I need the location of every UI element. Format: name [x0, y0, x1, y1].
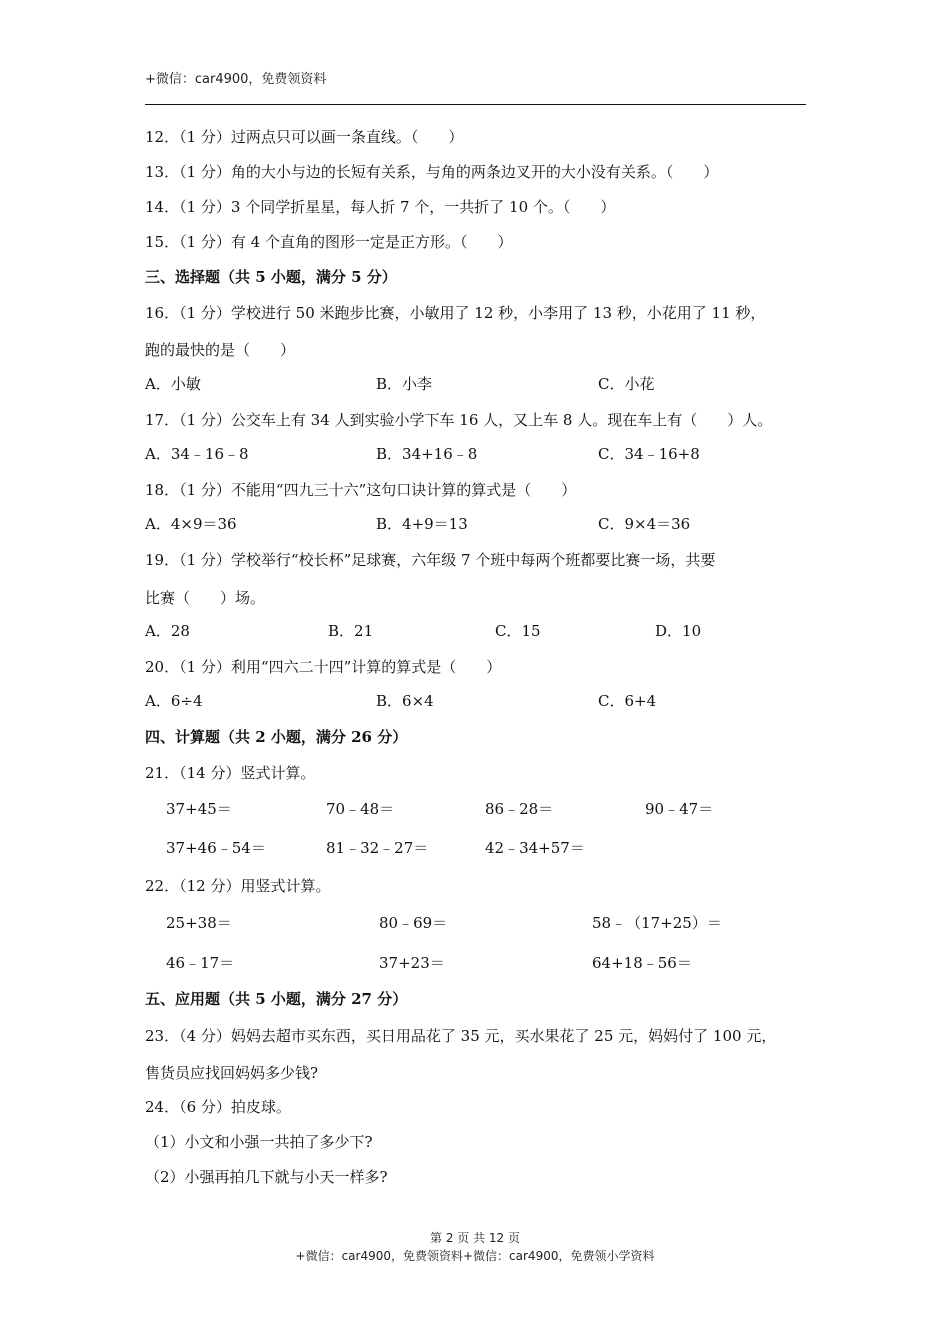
q21-expr-4: 90﹣47＝	[645, 800, 714, 818]
question-13: 13．（1 分）角的大小与边的长短有关系，与角的两条边叉开的大小没有关系。（ ）	[145, 163, 719, 181]
q19-option-d: D．10	[655, 622, 702, 640]
question-22: 22．（12 分）用竖式计算。	[145, 877, 331, 895]
q21-expr-7: 42﹣34+57＝	[485, 839, 585, 857]
question-24-sub1: （1）小文和小强一共拍了多少下?	[145, 1133, 373, 1151]
section-4-title: 四、计算题（共 2 小题，满分 26 分）	[145, 728, 408, 746]
question-24: 24．（6 分）拍皮球。	[145, 1098, 291, 1116]
q22-expr-4: 46﹣17＝	[166, 954, 235, 972]
q17-option-b: B．34+16﹣8	[376, 445, 478, 463]
question-24-sub2: （2）小强再拍几下就与小天一样多?	[145, 1168, 388, 1186]
question-18: 18．（1 分）不能用“四九三十六”这句口诀计算的算式是（ ）	[145, 481, 577, 499]
question-16-line2: 跑的最快的是（ ）	[145, 341, 296, 359]
q21-expr-1: 37+45＝	[166, 800, 232, 818]
q16-option-b: B．小李	[376, 375, 433, 393]
q21-expr-5: 37+46﹣54＝	[166, 839, 266, 857]
question-19-line2: 比赛（ ）场。	[145, 589, 266, 607]
q20-option-a: A．6÷4	[145, 692, 203, 710]
q22-expr-3: 58﹣（17+25）＝	[592, 914, 722, 932]
q19-option-b: B．21	[328, 622, 374, 640]
question-21: 21．（14 分）竖式计算。	[145, 764, 316, 782]
q18-option-c: C．9×4＝36	[598, 515, 691, 533]
question-15: 15．（1 分）有 4 个直角的图形一定是正方形。（ ）	[145, 233, 513, 251]
q21-expr-3: 86﹣28＝	[485, 800, 554, 818]
question-19-line1: 19．（1 分）学校举行“校长杯”足球赛，六年级 7 个班中每两个班都要比赛一场，共要	[145, 551, 716, 569]
q19-option-c: C．15	[495, 622, 541, 640]
q16-option-c: C．小花	[598, 375, 655, 393]
question-20: 20．（1 分）利用“四六二十四”计算的算式是（ ）	[145, 658, 502, 676]
q22-expr-5: 37+23＝	[379, 954, 445, 972]
q16-option-a: A．小敏	[145, 375, 201, 393]
q21-expr-2: 70﹣48＝	[326, 800, 395, 818]
q19-option-a: A．28	[145, 622, 190, 640]
header-watermark: +微信：car4900，免费领资料	[145, 72, 327, 87]
q22-expr-2: 80﹣69＝	[379, 914, 448, 932]
q18-option-a: A．4×9＝36	[145, 515, 237, 533]
q22-expr-1: 25+38＝	[166, 914, 232, 932]
q21-expr-6: 81﹣32﹣27＝	[326, 839, 429, 857]
q20-option-c: C．6+4	[598, 692, 657, 710]
q17-option-a: A．34﹣16﹣8	[145, 445, 249, 463]
section-5-title: 五、应用题（共 5 小题，满分 27 分）	[145, 990, 408, 1008]
question-23-line1: 23．（4 分）妈妈去超市买东西，买日用品花了 35 元，买水果花了 25 元，妈妈付了 100 元，	[145, 1027, 777, 1045]
question-23-line2: 售货员应找回妈妈多少钱?	[145, 1064, 319, 1082]
footer-watermark: +微信：car4900，免费领资料+微信：car4900，免费领小学资料	[295, 1249, 655, 1263]
q22-expr-6: 64+18﹣56＝	[592, 954, 692, 972]
question-17: 17．（1 分）公交车上有 34 人到实验小学下车 16 人，又上车 8 人。现在车上有（ ）人。	[145, 411, 773, 429]
q17-option-c: C．34﹣16+8	[598, 445, 700, 463]
question-16-line1: 16．（1 分）学校进行 50 米跑步比赛，小敏用了 12 秒，小李用了 13 秒，小花用了 11 秒，	[145, 304, 766, 322]
section-3-title: 三、选择题（共 5 小题，满分 5 分）	[145, 268, 397, 286]
q18-option-b: B．4+9＝13	[376, 515, 468, 533]
q20-option-b: B．6×4	[376, 692, 434, 710]
page-number: 第 2 页 共 12 页	[430, 1231, 520, 1245]
question-12: 12．（1 分）过两点只可以画一条直线。（ ）	[145, 128, 464, 146]
header-divider	[145, 104, 806, 105]
question-14: 14．（1 分）3 个同学折星星，每人折 7 个，一共折了 10 个。（ ）	[145, 198, 616, 216]
